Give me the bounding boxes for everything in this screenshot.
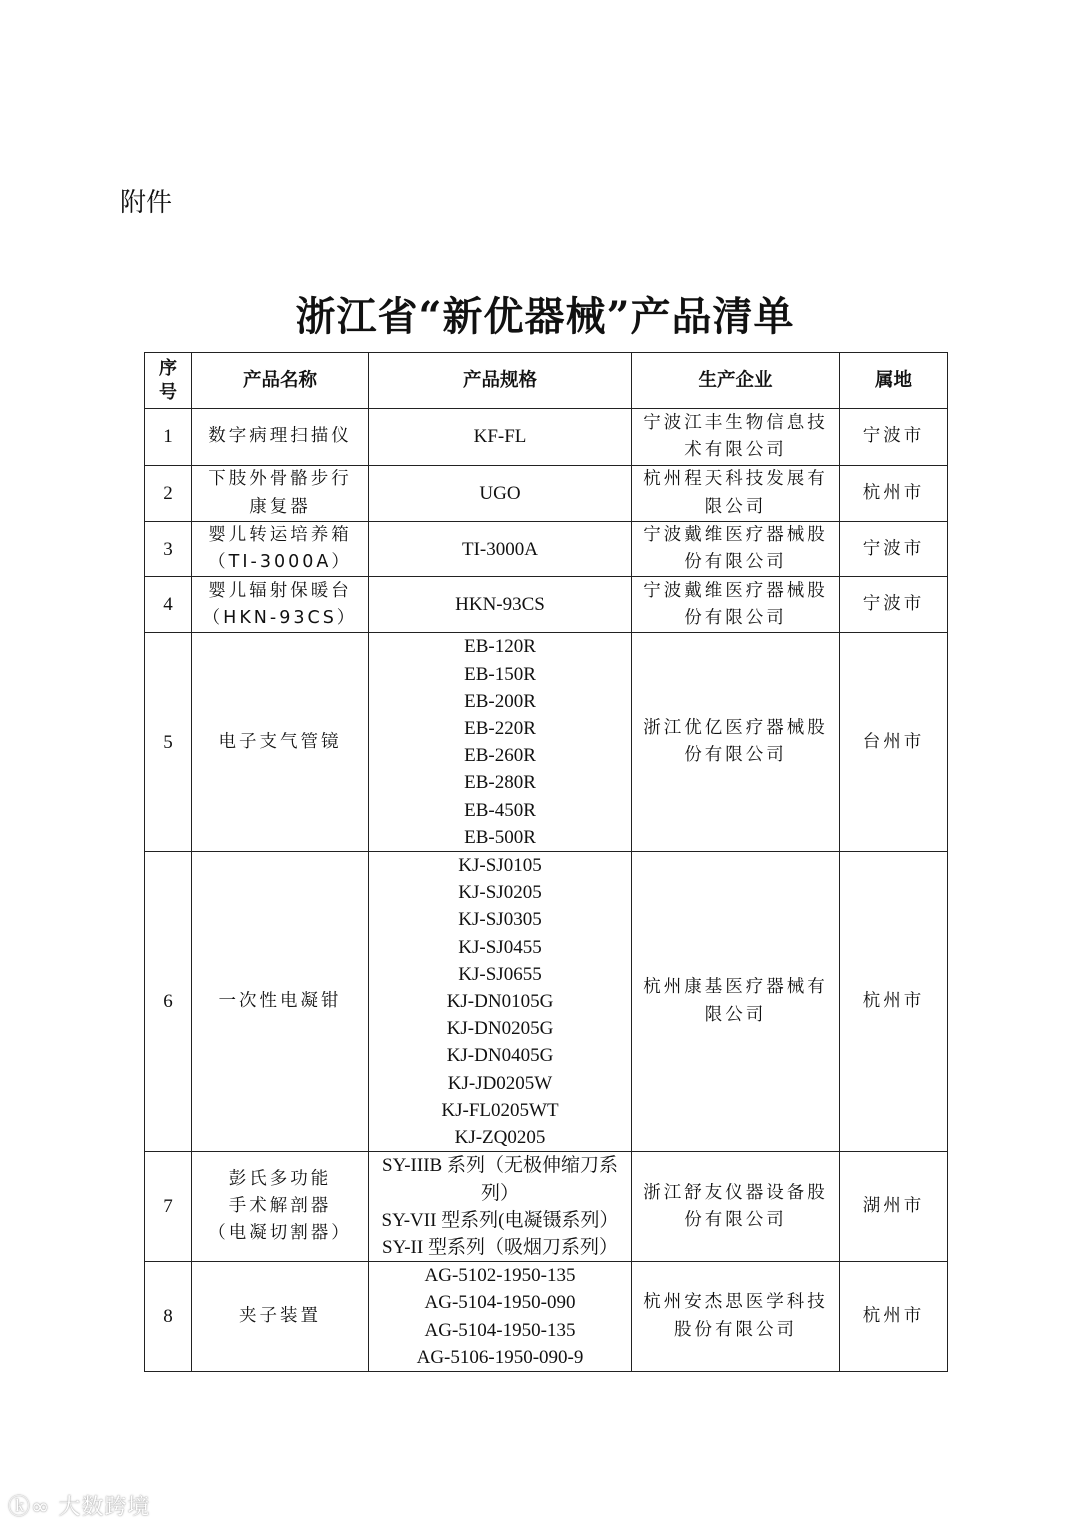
manufacturer (632, 1262, 840, 1372)
manufacturer (632, 409, 840, 466)
product-spec-line: EB-260R (464, 745, 536, 767)
product-name-line: 电子支气管镜 (218, 731, 342, 752)
product-spec-line: TI-3000A (462, 538, 538, 560)
product-spec-line: HKN-93CS (455, 594, 545, 616)
product-spec-line: AG-5106-1950-090-9 (416, 1346, 584, 1368)
row-number: 4 (145, 577, 192, 633)
watermark-text: 大数跨境 (58, 1495, 151, 1520)
product-spec (369, 577, 632, 633)
product-spec-line: EB-450R (464, 799, 536, 821)
product-spec (369, 522, 632, 577)
manufacturer-line: 宁波戴维医疗器械股 (643, 580, 828, 601)
row-number: 6 (145, 852, 192, 1152)
table-header-row (145, 353, 948, 409)
product-spec-line: EB-280R (464, 772, 536, 794)
product-list-table (144, 352, 948, 1372)
product-name (192, 577, 369, 633)
product-name (192, 852, 369, 1152)
product-name (192, 522, 369, 577)
product-spec-line: KJ-DN0405G (446, 1045, 554, 1067)
product-name-line: 彭氏多功能 (228, 1168, 332, 1189)
location: 台州市 (840, 633, 948, 852)
product-spec-line: KJ-DN0105G (446, 991, 554, 1013)
table-row (145, 409, 948, 466)
product-spec-line: AG-5104-1950-135 (424, 1319, 576, 1341)
manufacturer-line: 浙江优亿医疗器械股 (643, 718, 828, 739)
manufacturer (632, 577, 840, 633)
product-spec-line: EB-120R (464, 636, 536, 658)
product-spec-line: EB-500R (464, 826, 536, 848)
product-spec-line: SY-VII 型系列(电凝镊系列） (381, 1209, 619, 1231)
manufacturer-line: 浙江舒友仪器设备股 (643, 1182, 828, 1203)
product-spec-line: KJ-FL0205WT (441, 1099, 559, 1121)
product-name-line: （电凝切割器） (208, 1223, 352, 1244)
product-spec-line: UGO (479, 482, 521, 504)
row-number: 8 (145, 1262, 192, 1372)
manufacturer-line: 份有限公司 (684, 1209, 787, 1230)
header-location: 属地 (840, 353, 948, 409)
manufacturer-line: 限公司 (704, 1004, 767, 1025)
attachment-label: 附件 (120, 188, 173, 218)
product-name (192, 1152, 369, 1262)
product-name-line: 婴儿转运培养箱 (208, 525, 352, 545)
product-spec (369, 1262, 632, 1372)
product-spec-line: SY-II 型系列（吸烟刀系列） (382, 1236, 618, 1258)
product-spec-line: SY-IIIB 系列（无极伸缩刀系 (382, 1155, 618, 1177)
product-spec-line: KJ-JD0205W (447, 1072, 553, 1094)
location: 杭州市 (840, 466, 948, 522)
product-name-line: 夹子装置 (239, 1306, 321, 1327)
product-spec-line: AG-5102-1950-135 (424, 1265, 576, 1287)
product-spec (369, 852, 632, 1152)
row-number: 7 (145, 1152, 192, 1262)
product-spec-line: KJ-DN0205G (446, 1018, 554, 1040)
product-spec-line: KJ-SJ0655 (458, 963, 542, 985)
location: 杭州市 (840, 1262, 948, 1372)
location: 宁波市 (840, 577, 948, 633)
product-name-line: （HKN-93CS） (202, 607, 358, 628)
product-spec-line: KJ-SJ0205 (458, 882, 542, 904)
product-name (192, 466, 369, 522)
manufacturer (632, 633, 840, 852)
product-spec (369, 1152, 632, 1262)
location: 杭州市 (840, 852, 948, 1152)
manufacturer-line: 份有限公司 (684, 552, 787, 573)
header-no-char-2: 号 (159, 381, 177, 403)
product-name-line: 手术解剖器 (228, 1196, 332, 1217)
header-no (145, 353, 192, 409)
product-name-line: 一次性电凝钳 (218, 991, 342, 1012)
product-name-line: 数字病理扫描仪 (208, 426, 352, 447)
manufacturer (632, 522, 840, 577)
manufacturer-line: 股份有限公司 (674, 1319, 797, 1340)
product-spec (369, 633, 632, 852)
row-number: 5 (145, 633, 192, 852)
manufacturer (632, 852, 840, 1152)
table-row (145, 852, 948, 1152)
product-name-line: 下肢外骨骼步行 (208, 469, 352, 490)
product-spec-line: 列） (480, 1182, 519, 1204)
product-name-line: （TI-3000A） (208, 552, 352, 573)
header-product-name: 产品名称 (192, 353, 369, 409)
header-manufacturer: 生产企业 (632, 353, 840, 409)
product-spec (369, 409, 632, 466)
product-name-line: 康复器 (249, 496, 311, 517)
manufacturer-line: 术有限公司 (684, 440, 787, 460)
header-no-char-1: 序 (159, 357, 177, 379)
product-spec-line: KJ-ZQ0205 (454, 1127, 546, 1149)
table-body (145, 409, 948, 1372)
location: 湖州市 (840, 1152, 948, 1262)
product-spec-line: KJ-SJ0105 (458, 855, 542, 877)
product-spec-line: EB-150R (464, 663, 536, 685)
product-spec-line: AG-5104-1950-090 (424, 1292, 576, 1314)
product-spec (369, 466, 632, 522)
product-spec-line: KJ-SJ0305 (458, 909, 542, 931)
product-spec-line: EB-200R (464, 690, 536, 712)
table-row (145, 466, 948, 522)
product-spec-line: KJ-SJ0455 (458, 936, 542, 958)
manufacturer-line: 宁波江丰生物信息技 (643, 412, 828, 433)
location: 宁波市 (840, 409, 948, 466)
location: 宁波市 (840, 522, 948, 577)
manufacturer-line: 宁波戴维医疗器械股 (643, 525, 828, 545)
watermark-logo: ⓚ∞ 大数跨境 (8, 1495, 151, 1520)
manufacturer-line: 杭州康基医疗器械有 (643, 977, 828, 998)
product-name (192, 409, 369, 466)
table-row (145, 1152, 948, 1262)
product-spec-line: EB-220R (464, 718, 536, 740)
table-row (145, 633, 948, 852)
product-name-line: 婴儿辐射保暖台 (208, 580, 352, 601)
manufacturer (632, 466, 840, 522)
header-product-spec: 产品规格 (369, 353, 632, 409)
manufacturer-line: 份有限公司 (684, 745, 787, 766)
product-name (192, 1262, 369, 1372)
row-number: 2 (145, 466, 192, 522)
manufacturer-line: 份有限公司 (684, 607, 787, 628)
manufacturer-line: 限公司 (704, 496, 767, 517)
manufacturer (632, 1152, 840, 1262)
manufacturer-line: 杭州程天科技发展有 (643, 469, 828, 490)
manufacturer-line: 杭州安杰思医学科技 (643, 1292, 828, 1313)
document-title: 浙江省“新优器械”产品清单 (295, 293, 795, 340)
product-spec-line: KF-FL (473, 426, 527, 448)
table-row (145, 1262, 948, 1372)
table-row (145, 522, 948, 577)
row-number: 3 (145, 522, 192, 577)
table-row (145, 577, 948, 633)
row-number: 1 (145, 409, 192, 466)
product-name (192, 633, 369, 852)
